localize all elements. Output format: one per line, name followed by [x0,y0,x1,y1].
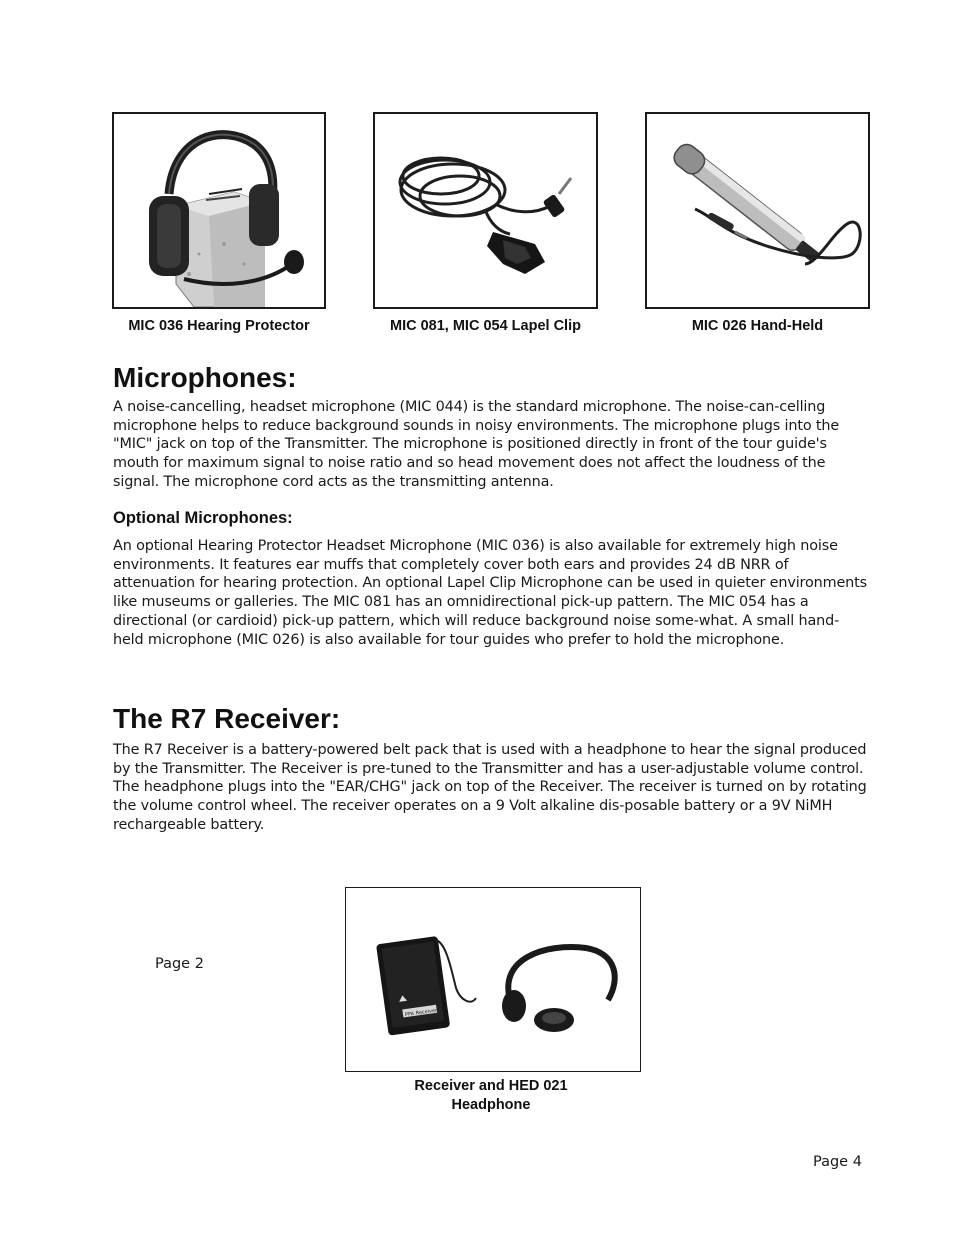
hearing-protector-caption: MIC 036 Hearing Protector [128,318,310,334]
hand-held-photo [645,112,870,309]
lapel-clip-caption: MIC 081, MIC 054 Lapel Clip [390,318,581,334]
hand-held-illustration [647,114,868,307]
microphones-paragraph: A noise-cancelling, headset microphone (MIC 044) is the standard microphone. The noise-can-celling microphone helps to reduce background sounds in noisy environments. The microphone plugs into the "MIC" jack on top of the Transmitter. The microphone is positioned directly in front of the tour guide's mouth for maximum signal to noise ratio and so head movement does not affect the loudness of the signal. The microphone cord acts as the transmitting antenna. [113,399,840,490]
receiver-device-label: PPA Receiver [404,1007,438,1019]
lapel-clip-photo [373,112,598,309]
optional-microphones-heading: Optional Microphones: [113,509,293,527]
optional-microphones-paragraph: An optional Hearing Protector Headset Microphone (MIC 036) is also available for extremely high noise environments. It features ear muffs that completely cover both ears and provides 24 dB NRR of attenuation for hearing protection. An optional Lapel Clip Microphone can be used in quieter environments like museums or galleries. The MIC 081 has an omnidirectional pick-up pattern. The MIC 054 has a directional (or cardioid) pick-up pattern, which will reduce background noise some-what. A small hand-held microphone (MIC 026) is also available for tour guides who prefer to hold the microphone. [113,538,867,648]
inner-page-label: Page 2 [155,956,204,972]
headset-illustration [114,114,324,307]
hand-held-caption: MIC 026 Hand-Held [691,318,824,334]
receiver-headphone-illustration [346,888,640,1071]
receiver-caption-line1: Receiver and HED 021 [414,1078,568,1094]
receiver-caption-line2: Headphone [451,1097,531,1113]
page-number: Page 4 [813,1154,862,1170]
microphones-heading: Microphones: [113,362,297,393]
r7-receiver-heading: The R7 Receiver: [113,703,341,734]
lapel-clip-illustration [375,114,596,307]
receiver-photo [345,887,641,1072]
hearing-protector-photo [112,112,326,309]
r7-receiver-paragraph: The R7 Receiver is a battery-powered belt pack that is used with a headphone to hear the signal produced by the Transmitter. The Receiver is pre-tuned to the Transmitter and has a user-adjustable volume control. The headphone plugs into the "EAR/CHG" jack on top of the Receiver. The receiver is turned on by rotating the volume control wheel. The receiver operates on a 9 Volt alkaline dis-posable battery or a 9V NiMH rechargeable battery. [113,742,867,833]
